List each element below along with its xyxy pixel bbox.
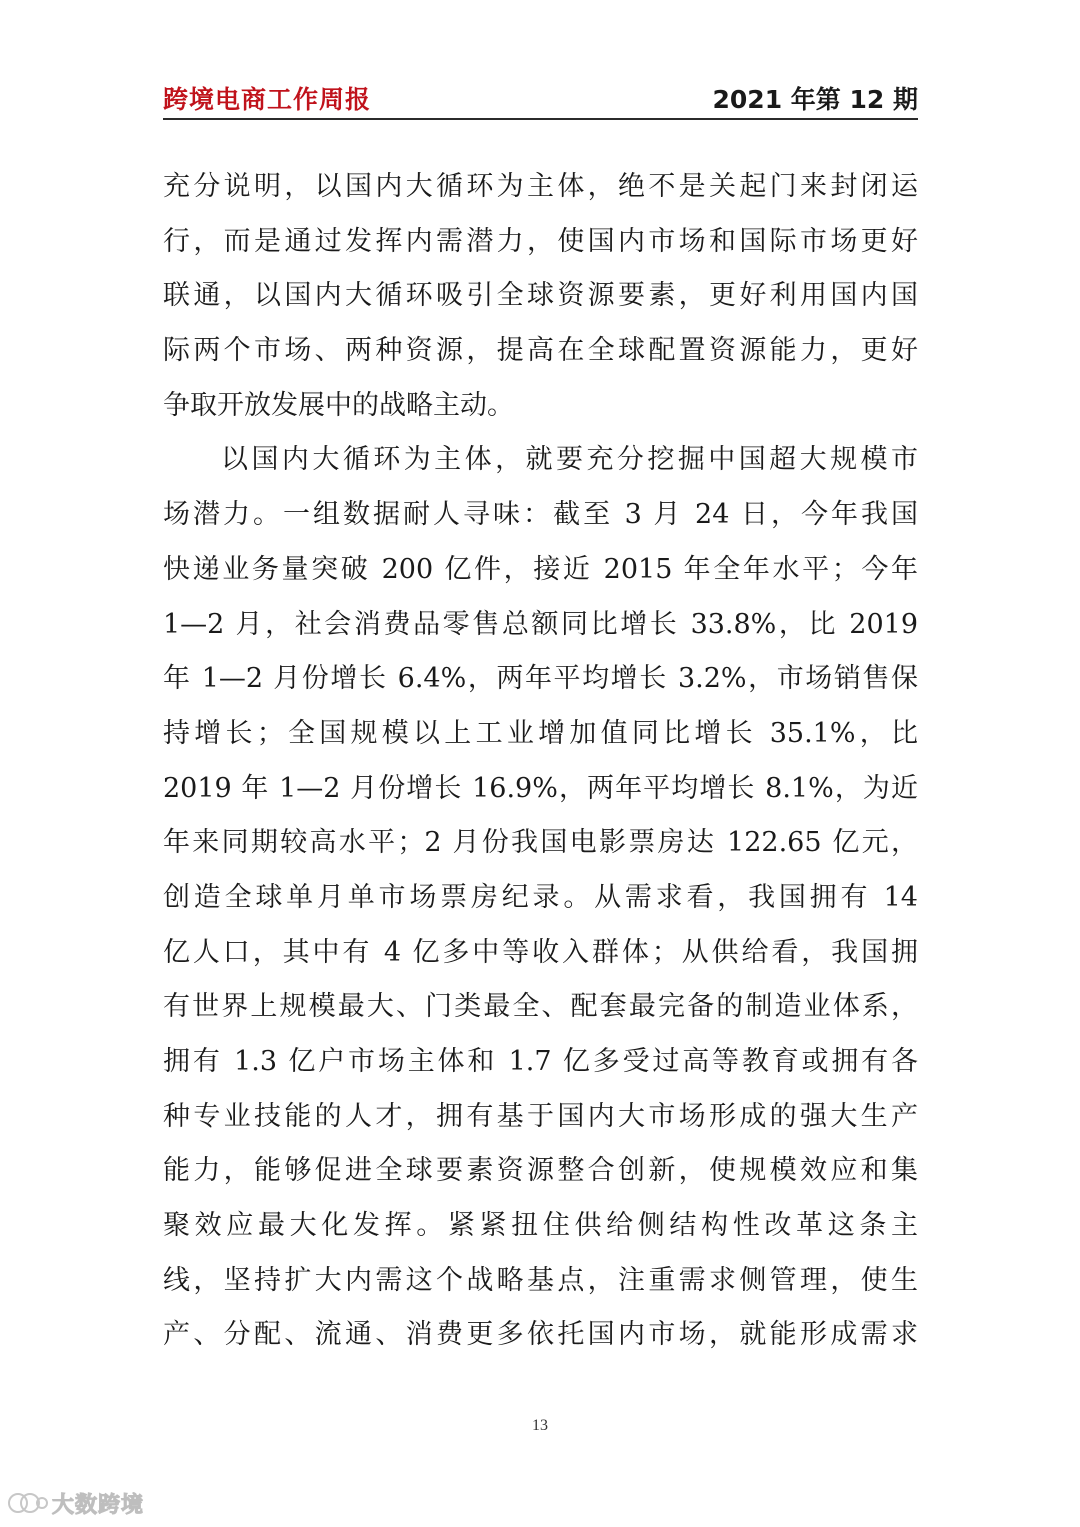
text-line: 拥有 1.3 亿户市场主体和 1.7 亿多受过高等教育或拥有各: [163, 1046, 918, 1077]
text-line: 持增长；全国规模以上工业增加值同比增长 35.1%，比: [163, 717, 918, 749]
text-line: 能力，能够促进全球要素资源整合创新，使规模效应和集: [163, 1155, 918, 1187]
text-line: 聚效应最大化发挥。紧紧扭住供给侧结构性改革这条主: [163, 1210, 918, 1242]
text-line: 以国内大循环为主体，就要充分挖掘中国超大规模市: [221, 444, 918, 476]
watermark-logo-icon: [6, 1488, 50, 1518]
text-line: 年 1—2 月份增长 6.4%，两年平均增长 3.2%，市场销售保: [163, 663, 918, 695]
text-line: 行，而是通过发挥内需潜力，使国内市场和国际市场更好: [163, 225, 918, 257]
text-line: 快递业务量突破 200 亿件，接近 2015 年全年水平；今年: [163, 553, 918, 585]
page-number: 13: [532, 1417, 548, 1434]
text-line: 2019 年 1—2 月份增长 16.9%，两年平均增长 8.1%，为近: [163, 772, 918, 804]
text-line: 1—2 月，社会消费品零售总额同比增长 33.8%，比 2019: [163, 608, 918, 640]
newsletter-title: 跨境电商工作周报: [163, 85, 372, 114]
header-divider: [163, 118, 918, 120]
page-header: [163, 74, 918, 118]
text-line: 产、分配、流通、消费更多依托国内市场，就能形成需求: [163, 1319, 918, 1351]
watermark-text: 大数跨境: [52, 1492, 145, 1518]
text-line: 际两个市场、两种资源，提高在全球配置资源能力，更好: [163, 335, 918, 367]
issue-number: 2021 年第 12 期: [712, 85, 918, 114]
text-line: 有世界上规模最大、门类最全、配套最完备的制造业体系，: [163, 991, 918, 1023]
text-line: 线，坚持扩大内需这个战略基点，注重需求侧管理，使生: [163, 1264, 918, 1296]
text-line: 亿人口，其中有 4 亿多中等收入群体；从供给看，我国拥: [163, 936, 918, 968]
text-line: 联通，以国内大循环吸引全球资源要素，更好利用国内国: [163, 280, 918, 312]
watermark: [6, 1488, 144, 1518]
text-line: 创造全球单月单市场票房纪录。从需求看，我国拥有 14: [163, 881, 918, 913]
text-line: 种专业技能的人才，拥有基于国内大市场形成的强大生产: [163, 1100, 918, 1132]
text-line: 充分说明，以国内大循环为主体，绝不是关起门来封闭运: [163, 171, 918, 202]
article-body: [163, 160, 918, 1363]
text-line: 争取开放发展中的战略主动。: [163, 389, 514, 421]
text-line: 年来同期较高水平；2 月份我国电影票房达 122.65 亿元，: [163, 827, 918, 859]
text-line: 场潜力。一组数据耐人寻味：截至 3 月 24 日，今年我国: [163, 499, 918, 531]
